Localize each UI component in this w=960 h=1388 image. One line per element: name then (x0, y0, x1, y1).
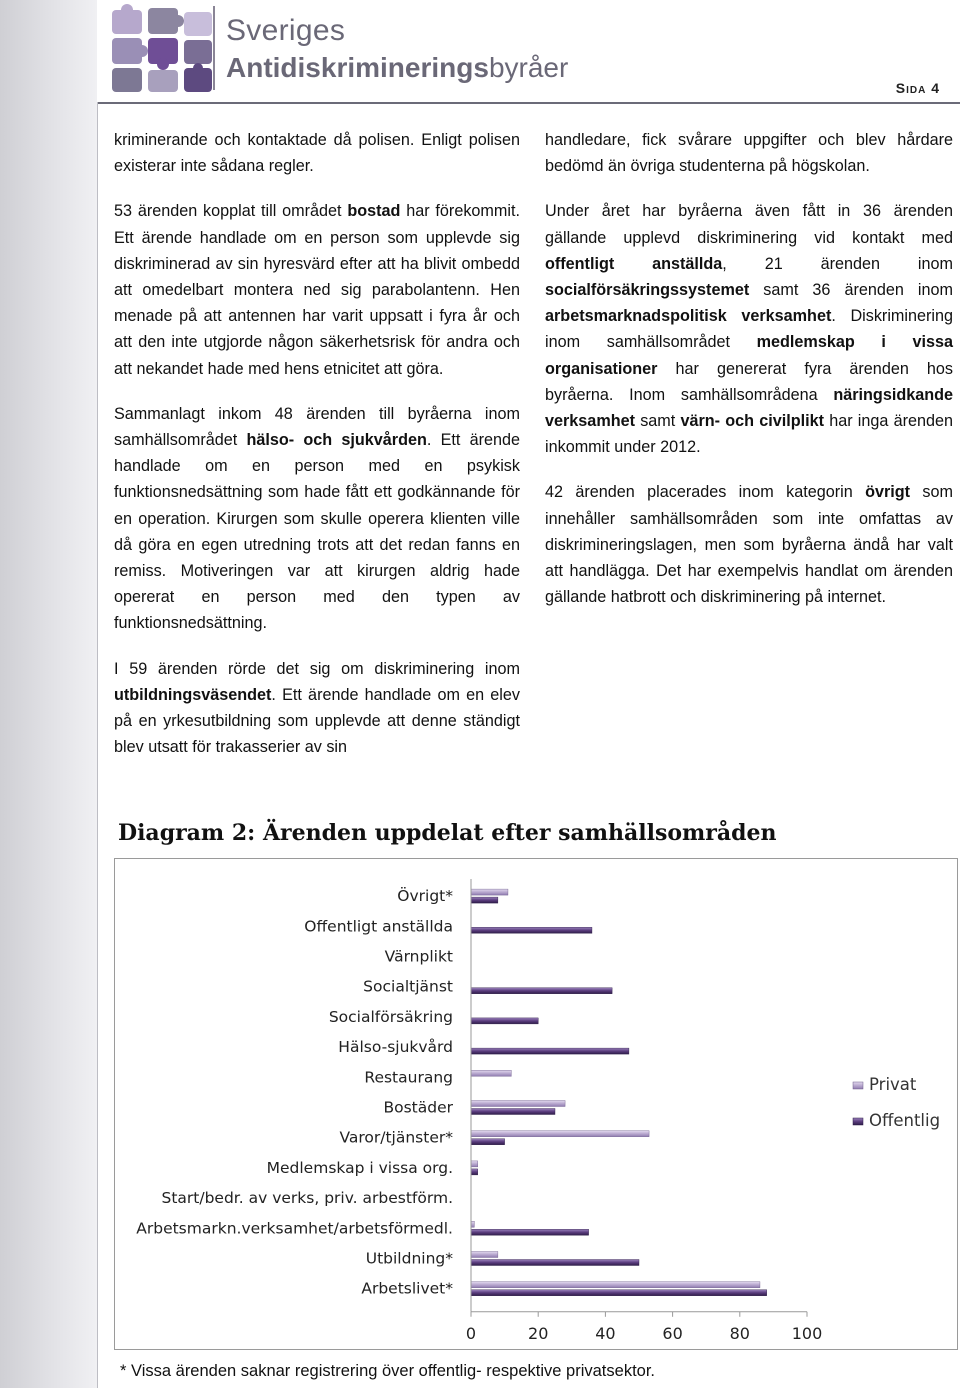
bar-offentlig (471, 1139, 505, 1145)
category-label: Övrigt* (397, 887, 453, 906)
x-tick-label: 20 (528, 1323, 549, 1343)
bar-privat (471, 1161, 478, 1167)
category-label: Arbetsmarkn.verksamhet/arbetsförmedl. (136, 1219, 453, 1238)
paragraph (545, 479, 953, 610)
bold-term: arbetsmarknadspolitisk verksamhet (545, 307, 832, 326)
x-tick-label: 60 (662, 1323, 683, 1343)
paragraph (545, 127, 953, 179)
category-label: Socialtjänst (363, 977, 453, 996)
page-number: Sida 4 (895, 80, 940, 96)
bar-privat (471, 1252, 498, 1258)
logo-text-line2 (226, 52, 568, 84)
category-label: Start/bedr. av verks, priv. arbestförm. (161, 1189, 453, 1208)
bar-offentlig (471, 897, 498, 903)
x-tick-label: 80 (729, 1323, 750, 1343)
bar-chart (115, 859, 957, 1349)
bold-term: bostad (347, 202, 401, 221)
text-run: 42 ärenden placerades inom kategorin (545, 483, 866, 502)
legend-label-privat: Privat (869, 1075, 917, 1094)
text-run: har förekommit. Ett ärende handlade om en person som upplevde sig diskriminerad av sin hyresvärd efter att ha blivit ombedd att omedelbart montera ned sig parabolantenn. Hen menade på att antennen har varit uppsatt i fyra år och att den inte utgjorde någon säkerhetsrisk för andra och att nekandet hade med hens etnicitet att göra. (114, 202, 520, 378)
bar-offentlig (471, 1229, 589, 1235)
text-run: som innehåller samhällsområden som inte omfattas av diskrimineringslagen, men som byråerna ändå har valt att handlägga. Det har exempelvis handlat om ärenden gällande hatbrott och diskriminering på internet. (545, 483, 953, 607)
paragraph (114, 401, 520, 637)
legend-swatch-privat (853, 1082, 863, 1089)
logo-text-line1: Sveriges (226, 14, 346, 47)
paragraph (114, 656, 520, 761)
bar-offentlig (471, 1290, 767, 1296)
bar-offentlig (471, 1109, 555, 1115)
x-tick-label: 40 (595, 1323, 616, 1343)
bar-offentlig (471, 927, 592, 933)
bar-offentlig (471, 1169, 478, 1175)
text-run: . Ett ärende handlade om en elev på en yrkesutbildning som upplevde att denne ständigt blev utsatt för trakasserier av sin (114, 685, 520, 757)
paragraph (114, 127, 520, 179)
text-run: Sammanlagt inkom 48 ärenden till byråerna inom samhällsområdet (114, 404, 520, 450)
right-text-column (545, 127, 953, 629)
text-run: kriminerande och kontaktade då polisen. Enligt polisen existerar inte sådana regler. (114, 131, 520, 176)
diagram-title: Diagram 2: Ärenden uppdelat efter samhällsområden (118, 820, 777, 846)
bar-privat (471, 1221, 474, 1227)
logo-text-light: byråer (488, 52, 569, 83)
bar-privat (471, 1101, 565, 1107)
category-label: Hälso-sjukvård (338, 1038, 453, 1057)
category-label: Arbetslivet* (361, 1279, 453, 1298)
bar-privat (471, 1070, 511, 1076)
logo-divider (213, 6, 215, 90)
paragraph (114, 198, 520, 381)
bold-term: utbildningsväsendet (114, 685, 272, 704)
text-run: I 59 ärenden rörde det sig om diskriminering inom (114, 659, 520, 678)
text-run: samt 36 ärenden inom (749, 281, 953, 300)
category-label: Socialförsäkring (328, 1007, 453, 1026)
text-run: har inga ärenden inkommit under 2012. (545, 412, 953, 457)
page-sidebar (0, 0, 97, 1388)
bold-term: hälso- och sjukvården (246, 431, 427, 450)
text-run: handledare, fick svårare uppgifter och blev hårdare bedömd än övriga studenterna på högskolan. (545, 131, 953, 176)
category-label: Varor/tjänster* (339, 1128, 453, 1147)
category-label: Offentligt anställda (304, 917, 453, 936)
text-run: har genererat fyra ärenden hos byråerna. Inom samhällsområdena (545, 359, 953, 404)
bar-privat (471, 889, 508, 895)
text-run: samt (635, 412, 681, 431)
margin-line (97, 102, 98, 1388)
bold-term: medlemskap i vissa organisationer (545, 333, 954, 378)
legend-label-offentlig: Offentlig (869, 1111, 941, 1130)
text-run: Under året har byråerna även fått in 36 ärenden gällande upplevd diskriminering vid kontakt med (545, 202, 953, 247)
x-tick-label: 0 (465, 1323, 477, 1343)
bar-privat (471, 1282, 760, 1288)
category-label: Restaurang (364, 1068, 453, 1087)
category-label: Värnplikt (384, 947, 453, 966)
bold-term: övrigt (865, 483, 911, 502)
bar-offentlig (471, 1260, 639, 1266)
text-run: . Ett ärende handlade om en person med en psykisk funktionsnedsättning som hade fått ett godkännande för en operation. Kirurgen som skulle operera klienten ville då göra en egen utredning trots att det redan fanns en remiss. Motiveringen var att kirurgen aldrig hade opererat en person med den typen av funktionsnedsättning. (114, 431, 520, 633)
paragraph (545, 198, 953, 460)
bar-privat (471, 1131, 649, 1137)
legend-swatch-offentlig (853, 1118, 863, 1125)
header-divider (97, 102, 960, 104)
text-run: , 21 ärenden inom (722, 254, 953, 273)
bold-term: näringsidkande verksamhet (545, 385, 953, 431)
text-run: . Diskriminering inom samhällsområdet (545, 307, 953, 352)
category-label: Bostäder (383, 1098, 453, 1117)
puzzle-logo-icon (108, 4, 218, 96)
footnote: * Vissa ärenden saknar registrering över offentlig- respektive privatsektor. (120, 1362, 655, 1380)
bar-offentlig (471, 1048, 629, 1054)
left-text-column (114, 127, 520, 779)
bar-offentlig (471, 1018, 538, 1024)
category-label: Medlemskap i vissa org. (266, 1158, 453, 1177)
category-label: Utbildning* (365, 1249, 453, 1268)
bold-term: socialförsäkringssystemet (545, 281, 750, 300)
bold-term: värn- och civilplikt (680, 412, 824, 431)
bar-offentlig (471, 988, 612, 994)
bold-term: offentligt anställda (545, 254, 723, 273)
logo-text-bold: Antidiskriminerings (226, 52, 489, 83)
x-tick-label: 100 (791, 1323, 823, 1343)
chart-frame (114, 858, 958, 1350)
text-run: 53 ärenden kopplat till området (114, 202, 348, 221)
